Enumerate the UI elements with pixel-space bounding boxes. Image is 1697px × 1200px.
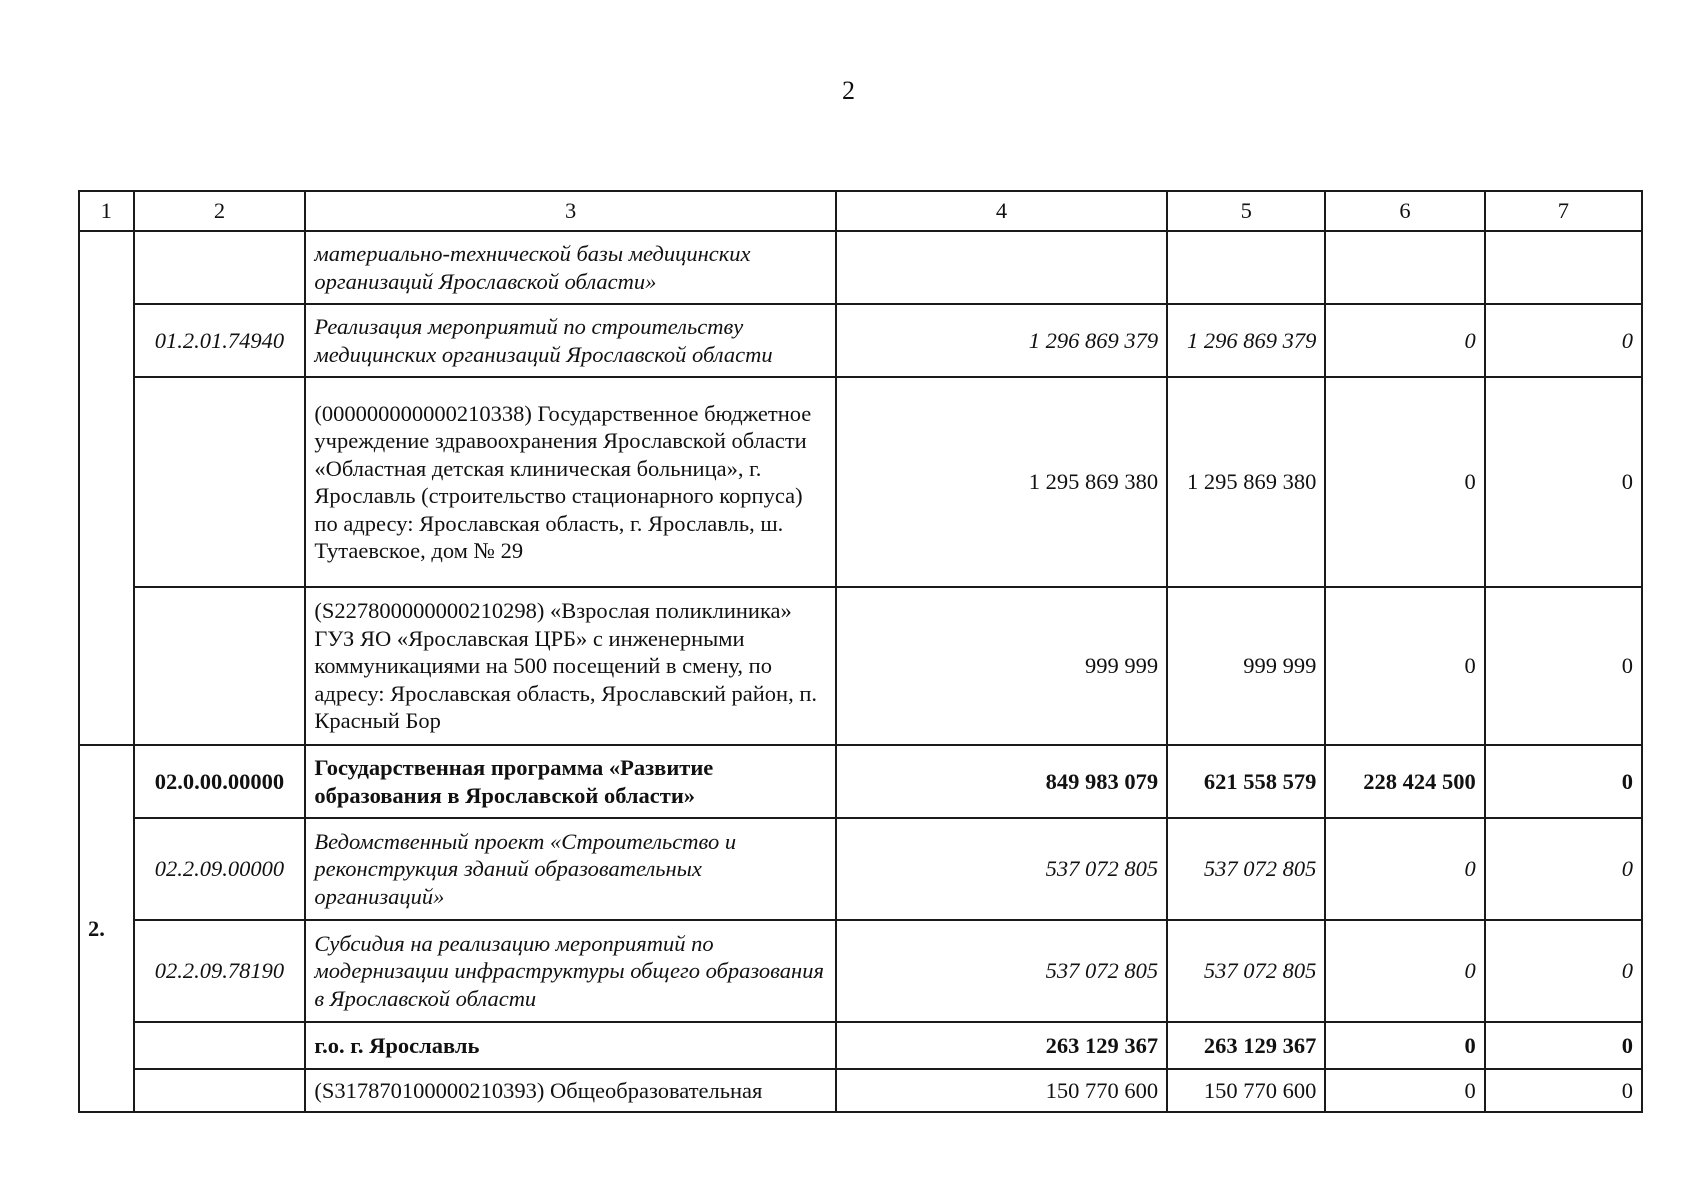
table-row xyxy=(79,304,1642,377)
column-header-5: 5 xyxy=(1167,191,1325,231)
value-col5-cell xyxy=(1167,231,1325,304)
value-col7-cell: 0 xyxy=(1485,1022,1642,1069)
row-number-cell xyxy=(79,231,134,745)
column-header-3: 3 xyxy=(305,191,835,231)
value-col6-cell: 0 xyxy=(1325,1069,1484,1112)
column-header-1: 1 xyxy=(79,191,134,231)
value-col7-cell: 0 xyxy=(1485,587,1642,745)
name-cell: Реализация мероприятий по строительству медицинских организаций Ярославской области xyxy=(305,304,835,377)
table-row xyxy=(79,377,1642,587)
name-cell: Ведомственный проект «Строительство и реконструкция зданий образовательных организаций» xyxy=(305,818,835,920)
value-col5-cell: 150 770 600 xyxy=(1167,1069,1325,1112)
value-col4-cell xyxy=(836,231,1167,304)
name-cell: Субсидия на реализацию мероприятий по модернизации инфраструктуры общего образования в Ярославской области xyxy=(305,920,835,1022)
value-col4-cell: 537 072 805 xyxy=(836,818,1167,920)
value-col7-cell: 0 xyxy=(1485,1069,1642,1112)
value-col7-cell: 0 xyxy=(1485,818,1642,920)
name-cell: г.о. г. Ярославль xyxy=(305,1022,835,1069)
code-cell: 02.0.00.00000 xyxy=(134,745,306,818)
value-col6-cell: 0 xyxy=(1325,1022,1484,1069)
table-row xyxy=(79,1022,1642,1069)
column-header-2: 2 xyxy=(134,191,306,231)
code-cell xyxy=(134,377,306,587)
value-col4-cell: 1 296 869 379 xyxy=(836,304,1167,377)
code-cell: 01.2.01.74940 xyxy=(134,304,306,377)
value-col6-cell: 0 xyxy=(1325,377,1484,587)
table-header-row xyxy=(79,191,1642,231)
value-col6-cell: 228 424 500 xyxy=(1325,745,1484,818)
value-col7-cell: 0 xyxy=(1485,304,1642,377)
name-cell: (S227800000000210298) «Взрослая поликлиника» ГУЗ ЯО «Ярославская ЦРБ» с инженерными коммуникациями на 500 посещений в смену, по адресу: Ярославская область, Ярославский район, п. Красный Бор xyxy=(305,587,835,745)
table-row xyxy=(79,920,1642,1022)
code-cell: 02.2.09.78190 xyxy=(134,920,306,1022)
value-col4-cell: 537 072 805 xyxy=(836,920,1167,1022)
table-row xyxy=(79,1069,1642,1112)
value-col7-cell: 0 xyxy=(1485,920,1642,1022)
name-cell: (S317870100000210393) Общеобразовательная xyxy=(305,1069,835,1112)
value-col5-cell: 263 129 367 xyxy=(1167,1022,1325,1069)
value-col4-cell: 1 295 869 380 xyxy=(836,377,1167,587)
table-row xyxy=(79,818,1642,920)
value-col6-cell xyxy=(1325,231,1484,304)
value-col7-cell: 0 xyxy=(1485,377,1642,587)
value-col6-cell: 0 xyxy=(1325,920,1484,1022)
code-cell xyxy=(134,231,306,304)
value-col5-cell: 1 296 869 379 xyxy=(1167,304,1325,377)
table-row xyxy=(79,745,1642,818)
value-col7-cell xyxy=(1485,231,1642,304)
value-col4-cell: 849 983 079 xyxy=(836,745,1167,818)
value-col6-cell: 0 xyxy=(1325,818,1484,920)
code-cell: 02.2.09.00000 xyxy=(134,818,306,920)
table-row xyxy=(79,231,1642,304)
row-number-cell: 2. xyxy=(79,745,134,1112)
value-col6-cell: 0 xyxy=(1325,304,1484,377)
name-cell: материально-технической базы медицинских организаций Ярославской области» xyxy=(305,231,835,304)
code-cell xyxy=(134,1069,306,1112)
value-col5-cell: 537 072 805 xyxy=(1167,920,1325,1022)
table-row xyxy=(79,587,1642,745)
value-col4-cell: 263 129 367 xyxy=(836,1022,1167,1069)
value-col7-cell: 0 xyxy=(1485,745,1642,818)
value-col6-cell: 0 xyxy=(1325,587,1484,745)
column-header-7: 7 xyxy=(1485,191,1642,231)
column-header-4: 4 xyxy=(836,191,1167,231)
value-col5-cell: 1 295 869 380 xyxy=(1167,377,1325,587)
column-header-6: 6 xyxy=(1325,191,1484,231)
value-col4-cell: 999 999 xyxy=(836,587,1167,745)
name-cell: (000000000000210338) Государственное бюджетное учреждение здравоохранения Ярославской области «Областная детская клиническая больница», г. Ярославль (строительство стационарного корпуса) по адресу: Ярославская область, г. Ярославль, ш. Тутаевское, дом № 29 xyxy=(305,377,835,587)
value-col5-cell: 621 558 579 xyxy=(1167,745,1325,818)
value-col4-cell: 150 770 600 xyxy=(836,1069,1167,1112)
code-cell xyxy=(134,1022,306,1069)
code-cell xyxy=(134,587,306,745)
budget-table xyxy=(78,190,1643,1113)
name-cell: Государственная программа «Развитие образования в Ярославской области» xyxy=(305,745,835,818)
page-number: 2 xyxy=(842,76,855,105)
value-col5-cell: 537 072 805 xyxy=(1167,818,1325,920)
value-col5-cell: 999 999 xyxy=(1167,587,1325,745)
